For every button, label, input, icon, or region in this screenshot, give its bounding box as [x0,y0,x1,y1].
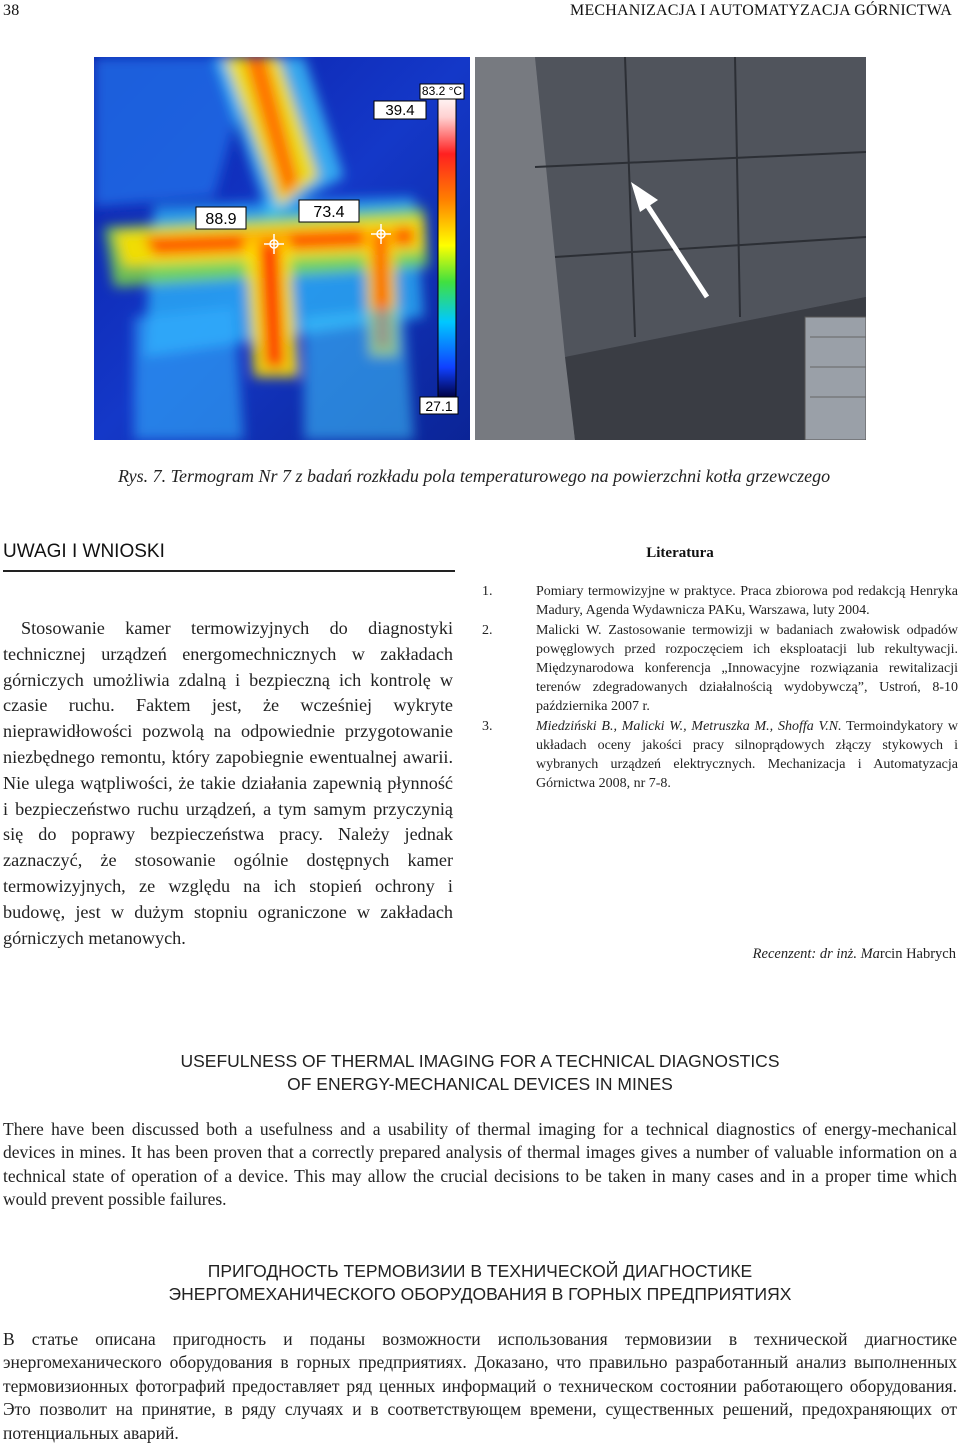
boiler-photo [475,57,866,440]
scale-top-label: 39.4 [385,102,415,119]
reference-number: 3. [482,719,493,734]
abstract-en-title [0,1050,960,1096]
abstract-ru-title-line1: ПРИГОДНОСТЬ ТЕРМОВИЗИИ В ТЕХНИЧЕСКОЙ ДИАГНОСТИКЕ [207,1261,753,1281]
page-number: 38 [3,2,20,19]
literature-title: Literatura [646,545,714,561]
abstract-ru-title [0,1260,960,1306]
reference-number: 2. [482,623,493,638]
figure [94,57,866,440]
reference-item [482,621,958,716]
scale-min-label: 27.1 [425,398,453,414]
reviewer-name: rcin Habrych [879,946,956,962]
scale-max-label: 83.2 °C [421,84,463,98]
point1-label: 88.9 [205,211,237,228]
reference-item [482,582,958,620]
reference-text: Pomiary termowizyjne w praktyce. Praca zbiorowa pod redakcją Henryka Madury, Agenda Wydawnicza PAKu, Warszawa, luty 2004. [536,584,958,618]
reference-number: 1. [482,584,493,599]
thermogram-image [94,57,470,440]
section-rule [3,570,455,572]
reference-text: Malicki W. Zastosowanie termowizji w badaniach zwałowisk odpadów powęglowych przed rozpoczęciem ich eksploatacji lub rekultywacji. Międzynarodowa konferencja „Innowacyjne rozwiązania rewitalizacji terenów zdegradowanych działalnością wydobywczą”, Ustroń, 8-10 października 2007 r. [536,623,958,714]
section-title-conclusions: UWAGI I WNIOSKI [3,541,165,562]
point2-label: 73.4 [313,204,345,221]
reference-list [482,582,958,794]
abstract-en-title-line1: USEFULNESS OF THERMAL IMAGING FOR A TECHNICAL DIAGNOSTICS [180,1051,780,1071]
conclusions-text [3,616,453,951]
abstract-en-text: There have been discussed both a usefulness and a usability of thermal imaging for a technical diagnostics of energy-mechanical devices in mines. It has been proven that a correctly prepared analysis of thermal images gives a number of valuable information on a technical state of operation of a device. This may allow the crucial decisions to be taken in many cases and in a proper time which would prevent possible failures. [3,1119,957,1210]
journal-title: MECHANIZACJA I AUTOMATYZACJA GÓRNICTWA [570,2,952,19]
abstract-ru-text: В статье описана пригодность и поданы возможности использования термовизии в технической диагностике энергомеханического оборудования в горных предприятиях. Доказано, что правильно разработанный анализ выполненных термовизионных фотографий предоставляет ряд ценных информаций о техническом состоянии работающего оборудования. Это позволит на принятие, в ряду случаях и в соответствующем времени, существенных решений, предохраняющих от потенциальных аварий. [3,1329,957,1443]
reference-item [482,717,958,793]
reviewer [753,946,956,963]
reference-authors: Miedziński B., Malicki W., Metruszka M., Shoffa V.N. [536,719,842,734]
figure-caption: Rys. 7. Termogram Nr 7 z badań rozkładu pola temperaturowego na powierzchni kotła grzewczego [118,466,831,486]
reference-text: Termoindykatory w układach oceny jakości pracy silnoprądowych złączy stykowych i wybranych urządzeń elektrycznych. Mechanizacja i Automatyzacja Górnictwa 2008, nr 7-8. [536,719,958,791]
abstract-ru-title-line2: ЭНЕРГОМЕХАНИЧЕСКОГО ОБОРУДОВАНИЯ В ГОРНЫХ ПРЕДПРИЯТИЯХ [168,1284,792,1304]
reviewer-label: Recenzent: dr inż. Ma [752,946,880,962]
abstract-en-title-line2: OF ENERGY-MECHANICAL DEVICES IN MINES [287,1074,673,1094]
conclusions-paragraph: Stosowanie kamer termowizyjnych do diagnostyki technicznej urządzeń energomechnicznych w zakładach górniczych umożliwia zdalną i bezpieczną ich kontrolę w czasie ruchu. Faktem jest, że wcześniej wykryte nieprawidłowości pozwolą na odpowiednie przygotowanie niezbędnego remontu, który zapobiegnie ewentualnej awarii. Nie ulega wątpliwości, że takie działania zapewnią płynność i bezpieczeństwo ruchu urządzeń, a tym samym przyczynią się do poprawy bezpieczeństwa pracy. Należy jednak zaznaczyć, że stosowanie ogólnie dostępnych kamer termowizyjnych, ze względu na ich stopień ochrony i budowę, jest w dużym stopniu ograniczone w zakładach górniczych metanowych. [3,618,453,948]
